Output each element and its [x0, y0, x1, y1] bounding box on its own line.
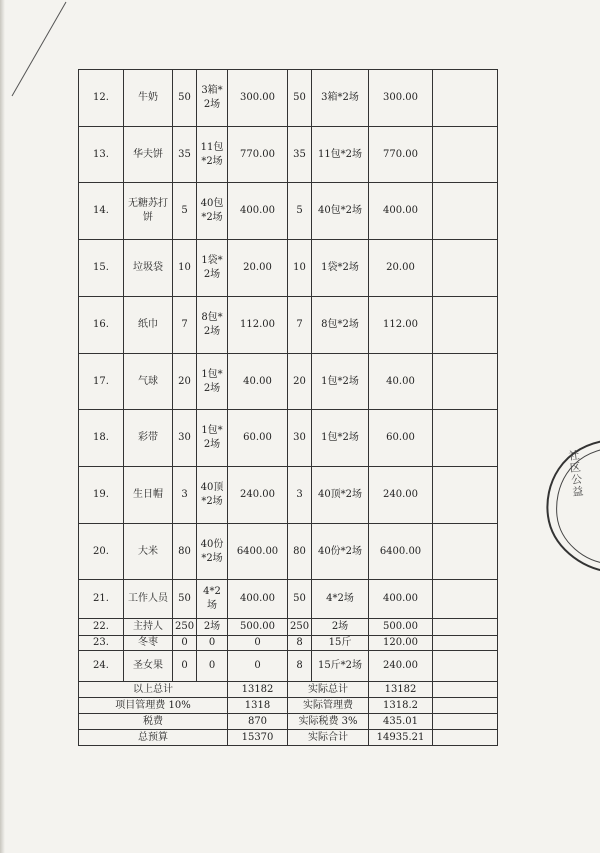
actual-qty: 8 — [288, 636, 312, 651]
planned-unit: 8包*2场 — [197, 297, 228, 354]
actual-unit: 3箱*2场 — [312, 70, 369, 127]
actual-qty: 20 — [288, 354, 312, 410]
summary-label-actual: 实际税费 3% — [288, 714, 369, 730]
remark-cell — [433, 682, 498, 698]
budget-table — [78, 69, 498, 746]
actual-amount: 6400.00 — [369, 524, 433, 580]
summary-label-actual: 实际总计 — [288, 682, 369, 698]
actual-unit: 40包*2场 — [312, 183, 369, 240]
item-name: 圣女果 — [124, 651, 173, 682]
planned-amount: 0 — [228, 636, 288, 651]
item-name: 主持人 — [124, 619, 173, 636]
row-number: 17. — [79, 354, 124, 410]
planned-amount: 770.00 — [228, 127, 288, 183]
actual-amount: 40.00 — [369, 354, 433, 410]
planned-unit: 40包*2场 — [197, 183, 228, 240]
table-row — [79, 580, 498, 619]
item-name: 生日帽 — [124, 467, 173, 524]
planned-qty: 5 — [173, 183, 197, 240]
actual-qty: 3 — [288, 467, 312, 524]
planned-qty: 20 — [173, 354, 197, 410]
summary-value: 15370 — [228, 730, 288, 746]
actual-amount: 300.00 — [369, 70, 433, 127]
planned-qty: 0 — [173, 651, 197, 682]
summary-row — [79, 714, 498, 730]
remark-cell — [433, 354, 498, 410]
remark-cell — [433, 698, 498, 714]
planned-qty: 50 — [173, 70, 197, 127]
table-row — [79, 410, 498, 467]
remark-cell — [433, 183, 498, 240]
item-name: 彩带 — [124, 410, 173, 467]
table-row — [79, 619, 498, 636]
item-name: 华夫饼 — [124, 127, 173, 183]
item-name: 工作人员 — [124, 580, 173, 619]
remark-cell — [433, 619, 498, 636]
remark-cell — [433, 467, 498, 524]
table-row — [79, 240, 498, 297]
summary-value: 13182 — [228, 682, 288, 698]
row-number: 13. — [79, 127, 124, 183]
planned-amount: 20.00 — [228, 240, 288, 297]
actual-qty: 50 — [288, 580, 312, 619]
actual-amount: 500.00 — [369, 619, 433, 636]
summary-label-actual: 实际合计 — [288, 730, 369, 746]
actual-amount: 112.00 — [369, 297, 433, 354]
actual-amount: 20.00 — [369, 240, 433, 297]
planned-qty: 3 — [173, 467, 197, 524]
item-name: 冬枣 — [124, 636, 173, 651]
planned-qty: 0 — [173, 636, 197, 651]
actual-unit: 40顶*2场 — [312, 467, 369, 524]
planned-qty: 10 — [173, 240, 197, 297]
table-row — [79, 636, 498, 651]
item-name: 无糖苏打饼 — [124, 183, 173, 240]
table-row — [79, 354, 498, 410]
remark-cell — [433, 410, 498, 467]
table-row — [79, 651, 498, 682]
summary-value: 1318 — [228, 698, 288, 714]
seal-text: 社区公益 — [566, 449, 585, 499]
planned-unit: 40顶*2场 — [197, 467, 228, 524]
summary-row — [79, 698, 498, 714]
summary-label: 税费 — [79, 714, 228, 730]
summary-value-actual: 14935.21 — [369, 730, 433, 746]
item-name: 气球 — [124, 354, 173, 410]
planned-unit: 0 — [197, 636, 228, 651]
summary-value-actual: 1318.2 — [369, 698, 433, 714]
remark-cell — [433, 240, 498, 297]
planned-qty: 35 — [173, 127, 197, 183]
actual-amount: 770.00 — [369, 127, 433, 183]
planned-unit: 11包*2场 — [197, 127, 228, 183]
planned-amount: 500.00 — [228, 619, 288, 636]
actual-unit: 15斤 — [312, 636, 369, 651]
planned-unit: 1包*2场 — [197, 354, 228, 410]
item-name: 大米 — [124, 524, 173, 580]
actual-qty: 7 — [288, 297, 312, 354]
planned-unit: 3箱*2场 — [197, 70, 228, 127]
actual-qty: 35 — [288, 127, 312, 183]
actual-qty: 30 — [288, 410, 312, 467]
remark-cell — [433, 297, 498, 354]
actual-qty: 50 — [288, 70, 312, 127]
actual-amount: 60.00 — [369, 410, 433, 467]
row-number: 18. — [79, 410, 124, 467]
remark-cell — [433, 127, 498, 183]
actual-unit: 1包*2场 — [312, 410, 369, 467]
summary-label: 总预算 — [79, 730, 228, 746]
remark-cell — [433, 651, 498, 682]
planned-amount: 60.00 — [228, 410, 288, 467]
planned-qty: 250 — [173, 619, 197, 636]
planned-unit: 1包*2场 — [197, 410, 228, 467]
remark-cell — [433, 70, 498, 127]
item-name: 牛奶 — [124, 70, 173, 127]
remark-cell — [433, 636, 498, 651]
actual-unit: 1包*2场 — [312, 354, 369, 410]
planned-amount: 400.00 — [228, 580, 288, 619]
table-row — [79, 297, 498, 354]
row-number: 23. — [79, 636, 124, 651]
planned-unit: 2场 — [197, 619, 228, 636]
row-number: 12. — [79, 70, 124, 127]
actual-unit: 4*2场 — [312, 580, 369, 619]
table-row — [79, 467, 498, 524]
actual-qty: 8 — [288, 651, 312, 682]
summary-row — [79, 682, 498, 698]
row-number: 19. — [79, 467, 124, 524]
planned-amount: 40.00 — [228, 354, 288, 410]
table-row — [79, 70, 498, 127]
summary-label: 项目管理费 10% — [79, 698, 228, 714]
planned-amount: 6400.00 — [228, 524, 288, 580]
summary-value-actual: 435.01 — [369, 714, 433, 730]
planned-qty: 80 — [173, 524, 197, 580]
row-number: 16. — [79, 297, 124, 354]
planned-unit: 1袋*2场 — [197, 240, 228, 297]
row-number: 24. — [79, 651, 124, 682]
scan-corner-mark — [8, 0, 68, 100]
planned-qty: 7 — [173, 297, 197, 354]
actual-unit: 11包*2场 — [312, 127, 369, 183]
actual-amount: 120.00 — [369, 636, 433, 651]
actual-qty: 5 — [288, 183, 312, 240]
table-row — [79, 183, 498, 240]
remark-cell — [433, 730, 498, 746]
row-number: 22. — [79, 619, 124, 636]
remark-cell — [433, 714, 498, 730]
actual-amount: 240.00 — [369, 467, 433, 524]
planned-amount: 240.00 — [228, 467, 288, 524]
planned-unit: 0 — [197, 651, 228, 682]
actual-unit: 1袋*2场 — [312, 240, 369, 297]
summary-row — [79, 730, 498, 746]
table-row — [79, 524, 498, 580]
actual-amount: 240.00 — [369, 651, 433, 682]
row-number: 15. — [79, 240, 124, 297]
actual-amount: 400.00 — [369, 183, 433, 240]
actual-qty: 10 — [288, 240, 312, 297]
summary-value: 870 — [228, 714, 288, 730]
planned-amount: 400.00 — [228, 183, 288, 240]
actual-qty: 250 — [288, 619, 312, 636]
row-number: 14. — [79, 183, 124, 240]
planned-amount: 300.00 — [228, 70, 288, 127]
page-edge — [0, 0, 5, 853]
item-name: 纸巾 — [124, 297, 173, 354]
actual-unit: 2场 — [312, 619, 369, 636]
planned-unit: 40份*2场 — [197, 524, 228, 580]
remark-cell — [433, 580, 498, 619]
actual-unit: 8包*2场 — [312, 297, 369, 354]
planned-amount: 0 — [228, 651, 288, 682]
planned-qty: 30 — [173, 410, 197, 467]
table-row — [79, 127, 498, 183]
planned-qty: 50 — [173, 580, 197, 619]
actual-unit: 40份*2场 — [312, 524, 369, 580]
summary-label-actual: 实际管理费 — [288, 698, 369, 714]
planned-amount: 112.00 — [228, 297, 288, 354]
actual-qty: 80 — [288, 524, 312, 580]
remark-cell — [433, 524, 498, 580]
summary-label: 以上总计 — [79, 682, 228, 698]
item-name: 垃圾袋 — [124, 240, 173, 297]
planned-unit: 4*2场 — [197, 580, 228, 619]
summary-value-actual: 13182 — [369, 682, 433, 698]
actual-amount: 400.00 — [369, 580, 433, 619]
actual-unit: 15斤*2场 — [312, 651, 369, 682]
row-number: 20. — [79, 524, 124, 580]
row-number: 21. — [79, 580, 124, 619]
